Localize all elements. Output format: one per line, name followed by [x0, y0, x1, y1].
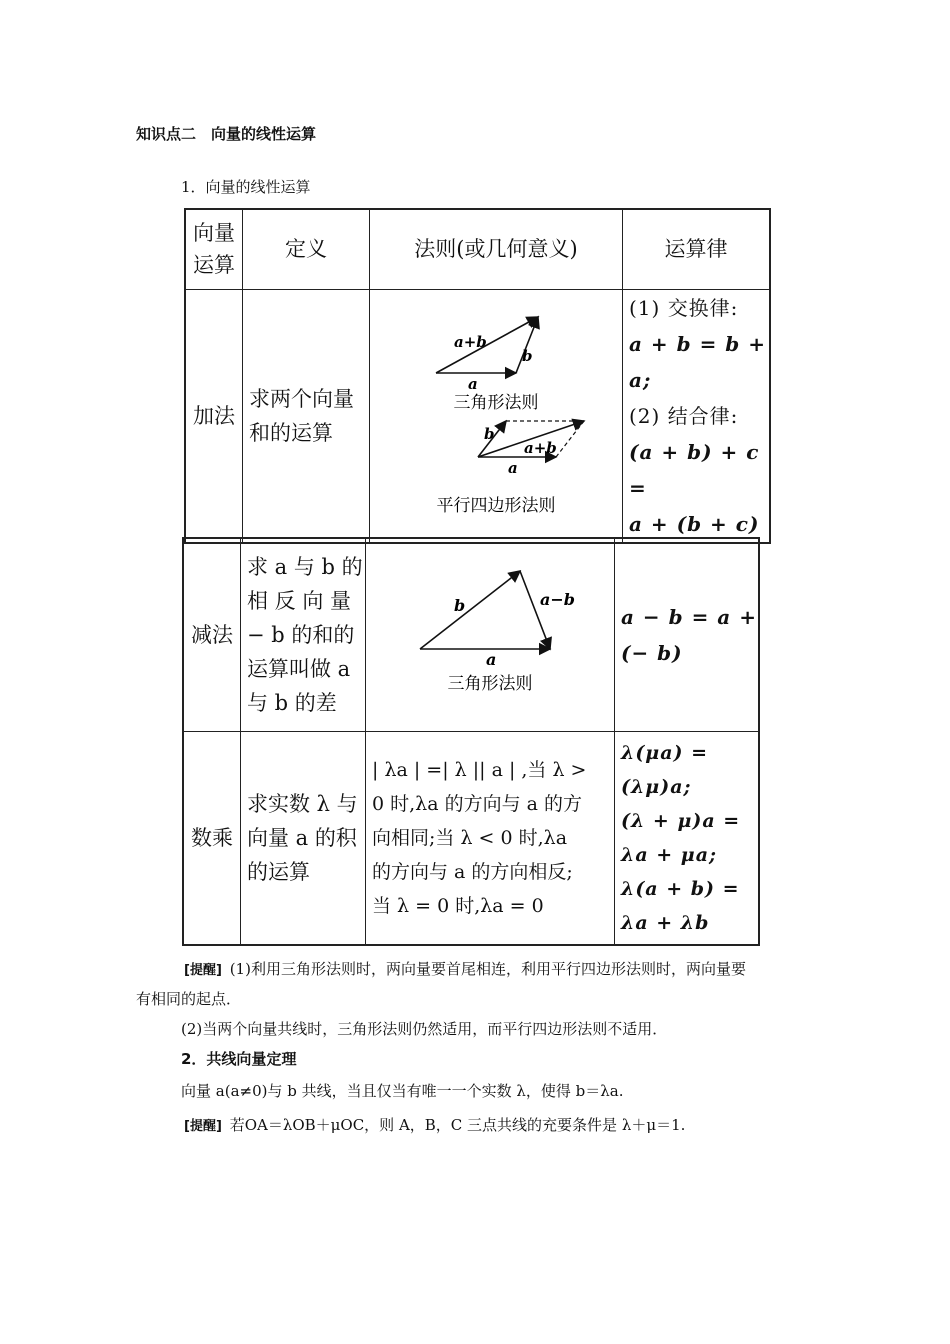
triangle-caption: 三角形法则: [453, 392, 539, 411]
commutative-label: (1) 交换律:: [629, 295, 739, 320]
note1-text-1: (1)利用三角形法则时，两向量要首尾相连，利用平行四边形法则时，两向量要: [229, 960, 746, 978]
label-a-plus-b: a+b: [454, 332, 487, 351]
addition-rules: [370, 289, 623, 543]
associative-label: (2) 结合律:: [629, 403, 739, 428]
note2: [181, 1114, 685, 1138]
associative-formula-2: a + (b + c): [629, 511, 760, 536]
addition-name: 加法: [185, 289, 243, 543]
note1-tag: [ 提醒 ]: [181, 960, 225, 982]
subtraction-rule: [366, 538, 615, 731]
associative-formula-1: (a + b) + c =: [629, 439, 760, 500]
vector-table-bottom: [182, 537, 760, 946]
header-law: 运算律: [623, 209, 771, 289]
label-b: b: [484, 424, 495, 443]
note1-line3: (2)当两个向量共线时，三角形法则仍然适用，而平行四边形法则不适用．: [181, 1020, 668, 1038]
subtraction-name: 减法: [183, 538, 241, 731]
subtraction-caption: 三角形法则: [447, 673, 533, 694]
label-b: b: [454, 595, 466, 615]
note1-line2: 有相同的起点．: [136, 990, 242, 1008]
label-a: a: [508, 458, 518, 477]
subtraction-triangle-diagram: [390, 565, 590, 705]
scalar-name: 数乘: [183, 731, 241, 945]
scalar-laws: λ(μa) = (λμ)a; (λ + μ)a = λa + μa; λ(a + b) = λa + λb: [615, 731, 760, 945]
subtraction-law: a − b = a + (− b): [615, 538, 760, 731]
vector-table-top: [184, 208, 771, 544]
header-rule: 法则(或几何意义): [370, 209, 623, 289]
scalar-rule: | λa | =| λ || a | ,当 λ > 0 时,λa 的方向与 a 的方 向相同;当 λ < 0 时,λa 的方向与 a 的方向相反; 当 λ = 0 时,λa = 0: [366, 731, 615, 945]
vector-b-arrow: [420, 571, 520, 649]
triangle-rule-diagram: [396, 311, 596, 411]
header-vector-op: 向量运算: [185, 209, 243, 289]
parallelogram-rule-diagram: [396, 411, 596, 521]
subtitle: 1．向量的线性运算: [181, 178, 311, 196]
note1-line1: [181, 958, 746, 982]
section-title: 知识点二 向量的线性运算: [136, 125, 317, 143]
theorem-text: 向量 a(a≠0)与 b 共线，当且仅当有唯一一个实数 λ，使得 b＝λa.: [181, 1082, 624, 1100]
note2-tag: [ 提醒 ]: [181, 1116, 225, 1138]
theorem-title: 2．共线向量定理: [181, 1050, 297, 1068]
subtraction-definition: 求 a 与 b 的 相 反 向 量 − b 的和的 运算叫做 a 与 b 的差: [241, 538, 366, 731]
addition-definition: 求两个向量和的运算: [243, 289, 370, 543]
label-a-plus-b: a+b: [524, 438, 557, 457]
vector-diff-arrow: [520, 571, 550, 649]
scalar-definition: 求实数 λ 与 向量 a 的积 的运算: [241, 731, 366, 945]
label-a: a: [468, 374, 478, 393]
parallelogram-caption: 平行四边形法则: [436, 495, 556, 516]
label-a: a: [486, 649, 497, 669]
label-a-minus-b: a−b: [540, 589, 575, 609]
header-definition: 定义: [243, 209, 370, 289]
addition-laws: [623, 289, 771, 543]
note2-text: 若OA＝λOB＋μOC，则 A，B，C 三点共线的充要条件是 λ＋μ＝1.: [229, 1116, 686, 1134]
commutative-formula: a + b = b + a;: [629, 331, 767, 392]
label-b: b: [522, 346, 533, 365]
